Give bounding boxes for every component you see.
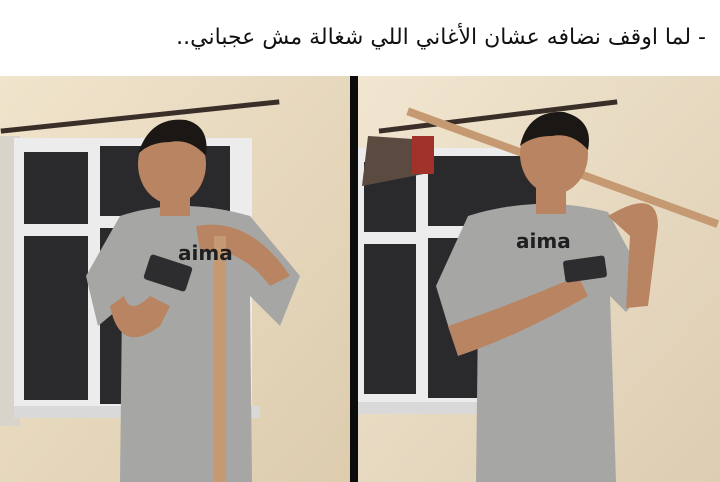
panel-divider [350, 76, 358, 482]
photo-panel-left [0, 76, 350, 482]
photo-panel-right [358, 76, 720, 482]
shirt-logo: aima [178, 241, 233, 265]
caption-bar [0, 0, 720, 74]
photo-right-illustration [358, 76, 720, 482]
shirt-logo: aima [516, 229, 571, 253]
caption-text: - لما اوقف نضافه عشان الأغاني اللي شغالة مش عجباني.. [176, 24, 706, 50]
photo-left-illustration [0, 76, 350, 482]
